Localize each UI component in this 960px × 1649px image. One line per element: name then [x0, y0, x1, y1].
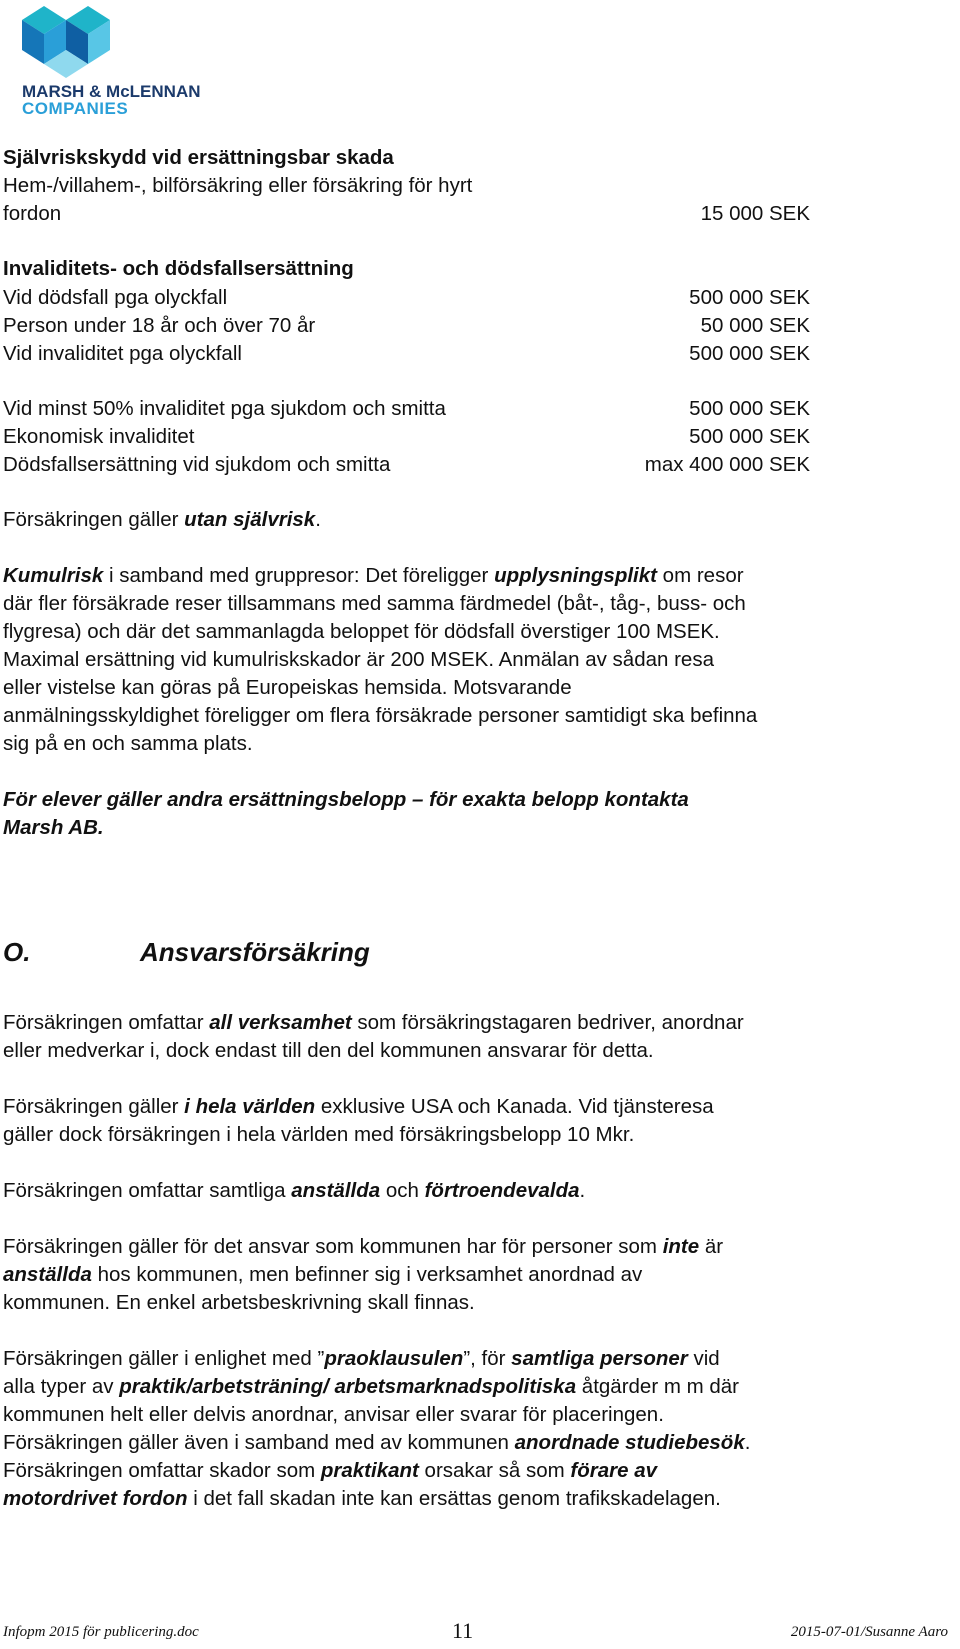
p1-post: som försäkringstagaren bedriver, anordnar [351, 1011, 744, 1034]
p5-line2 [3, 1372, 739, 1401]
p4-post2: hos kommunen, men befinner sig i verksamhet anordnad av [91, 1263, 643, 1286]
p4-line2 [3, 1260, 642, 1289]
utan-emphasis: utan självrisk [184, 508, 316, 531]
p5-line3: kommunen helt eller delvis anordnar, anvisar eller svarar för placeringen. [3, 1403, 664, 1426]
p5-text: . [744, 1431, 751, 1454]
section-title: Ansvarsförsäkring [140, 937, 370, 967]
p5-emphasis: praktikant [320, 1459, 419, 1482]
utan-sjalvrisk-line [3, 505, 321, 534]
sjalvrisk-amount: 15 000 SEK [700, 202, 810, 225]
kumul-term2: upplysningsplikt [494, 564, 657, 587]
p4-emphasis2: anställda [3, 1263, 92, 1286]
p2-post: exklusive USA och Kanada. Vid tjänsteresa [315, 1095, 714, 1118]
p5-line4 [3, 1428, 750, 1457]
utan-post: . [315, 508, 321, 531]
invaliditet-title: Invaliditets- och dödsfallsersättning [3, 257, 354, 280]
p3-post: . [579, 1179, 586, 1202]
p5-text: i det fall skadan inte kan ersättas genom trafikskadelagen. [187, 1487, 721, 1510]
p5-text: alla typer av [3, 1375, 120, 1398]
company-logo [22, 6, 222, 116]
p5-text: vid [687, 1347, 720, 1370]
invaliditet-row-amount: 50 000 SEK [700, 314, 810, 337]
invaliditet-row-label: Vid dödsfall pga olyckfall [3, 286, 228, 309]
invaliditet-row-amount: 500 000 SEK [689, 425, 810, 448]
p4-line1 [3, 1232, 723, 1261]
invaliditet-row-label: Vid minst 50% invaliditet pga sjukdom och smitta [3, 397, 446, 420]
section-letter: O. [3, 937, 31, 967]
page-number: 11 [452, 1618, 474, 1643]
invaliditet-row-label: Person under 18 år och över 70 år [3, 314, 316, 337]
kumul-line3: flygresa) och där det sammanlagda beloppet för dödsfall överstiger 100 MSEK. [3, 620, 720, 643]
p1-line2: eller medverkar i, dock endast till den del kommunen ansvarar för detta. [3, 1039, 654, 1062]
p5-line6 [3, 1484, 721, 1513]
p3-pre: Försäkringen omfattar samtliga [3, 1179, 292, 1202]
p2-emphasis: i hela världen [184, 1095, 316, 1118]
p5-text: Försäkringen gäller även i samband med av kommunen [3, 1431, 515, 1454]
p3-line1 [3, 1176, 585, 1205]
sjalvrisk-title: Självriskskydd vid ersättningsbar skada [3, 146, 394, 169]
p5-emphasis: anordnade studiebesök [514, 1431, 745, 1454]
p1-emphasis: all verksamhet [209, 1011, 352, 1034]
p1-pre: Försäkringen omfattar [3, 1011, 210, 1034]
kumul-line7: sig på en och samma plats. [3, 732, 253, 755]
p4-line3: kommunen. En enkel arbetsbeskrivning skall finnas. [3, 1291, 475, 1314]
p5-emphasis: samtliga personer [511, 1347, 688, 1370]
p5-text: orsakar så som [418, 1459, 571, 1482]
logo-line2: COMPANIES [22, 99, 129, 118]
invaliditet-row-amount: max 400 000 SEK [644, 453, 810, 476]
invaliditet-row-label: Ekonomisk invaliditet [3, 425, 195, 448]
invaliditet-row-amount: 500 000 SEK [689, 286, 810, 309]
kumul-line1 [3, 561, 744, 590]
kumul-text2: om resor [656, 564, 744, 587]
p5-text: Försäkringen gäller i enlighet med ” [3, 1347, 325, 1370]
sjalvrisk-line1: Hem-/villahem-, bilförsäkring eller försäkring för hyrt [3, 174, 473, 197]
p2-line1 [3, 1092, 714, 1121]
p4-post: är [699, 1235, 724, 1258]
kumul-line5: eller vistelse kan göras på Europeiskas hemsida. Motsvarande [3, 676, 572, 699]
kumul-line6: anmälningsskyldighet föreligger om flera försäkrade personer samtidigt ska befinna [3, 704, 758, 727]
logo-mark-icon [22, 6, 132, 78]
elever-line1: För elever gäller andra ersättningsbelopp – för exakta belopp kontakta [3, 788, 689, 811]
p5-emphasis: praktik/arbetsträning/ arbetsmarknadspolitiska [119, 1375, 577, 1398]
p5-line1 [3, 1344, 720, 1373]
p3-emphasis1: anställda [291, 1179, 381, 1202]
invaliditet-row-label: Vid invaliditet pga olyckfall [3, 342, 242, 365]
p5-text: Försäkringen omfattar skador som [3, 1459, 321, 1482]
p5-emphasis: förare av [570, 1459, 657, 1482]
p2-pre: Försäkringen gäller [3, 1095, 185, 1118]
p2-line2: gäller dock försäkringen i hela världen med försäkringsbelopp 10 Mkr. [3, 1123, 635, 1146]
kumul-term: Kumulrisk [3, 564, 104, 587]
kumul-line4: Maximal ersättning vid kumulriskskador är 200 MSEK. Anmälan av sådan resa [3, 648, 714, 671]
kumul-line2: där fler försäkrade reser tillsammans med samma färdmedel (båt-, tåg-, buss- och [3, 592, 746, 615]
invaliditet-row-amount: 500 000 SEK [689, 342, 810, 365]
logo-line1: MARSH & McLENNAN [22, 82, 201, 101]
p4-pre: Försäkringen gäller för det ansvar som kommunen har för personer som [3, 1235, 663, 1258]
elever-line2: Marsh AB. [3, 816, 104, 839]
footer-date-author: 2015-07-01/Susanne Aaro [790, 1624, 948, 1640]
p4-emphasis: inte [662, 1235, 700, 1258]
p5-text: åtgärder m m där [576, 1375, 740, 1398]
invaliditet-row-label: Dödsfallsersättning vid sjukdom och smitta [3, 453, 391, 476]
p3-emphasis2: förtroendevalda [424, 1179, 580, 1202]
p5-line5 [3, 1456, 657, 1485]
footer-filename: Infopm 2015 för publicering.doc [3, 1624, 199, 1640]
sjalvrisk-line2: fordon [3, 202, 62, 225]
p1-line1 [3, 1008, 744, 1037]
p5-text: ”, för [463, 1347, 512, 1370]
p5-emphasis: praoklausulen [324, 1347, 464, 1370]
kumul-text: i samband med gruppresor: Det föreligger [103, 564, 495, 587]
p3-mid: och [380, 1179, 425, 1202]
utan-pre: Försäkringen gäller [3, 508, 185, 531]
p5-emphasis: motordrivet fordon [3, 1487, 188, 1510]
invaliditet-row-amount: 500 000 SEK [689, 397, 810, 420]
